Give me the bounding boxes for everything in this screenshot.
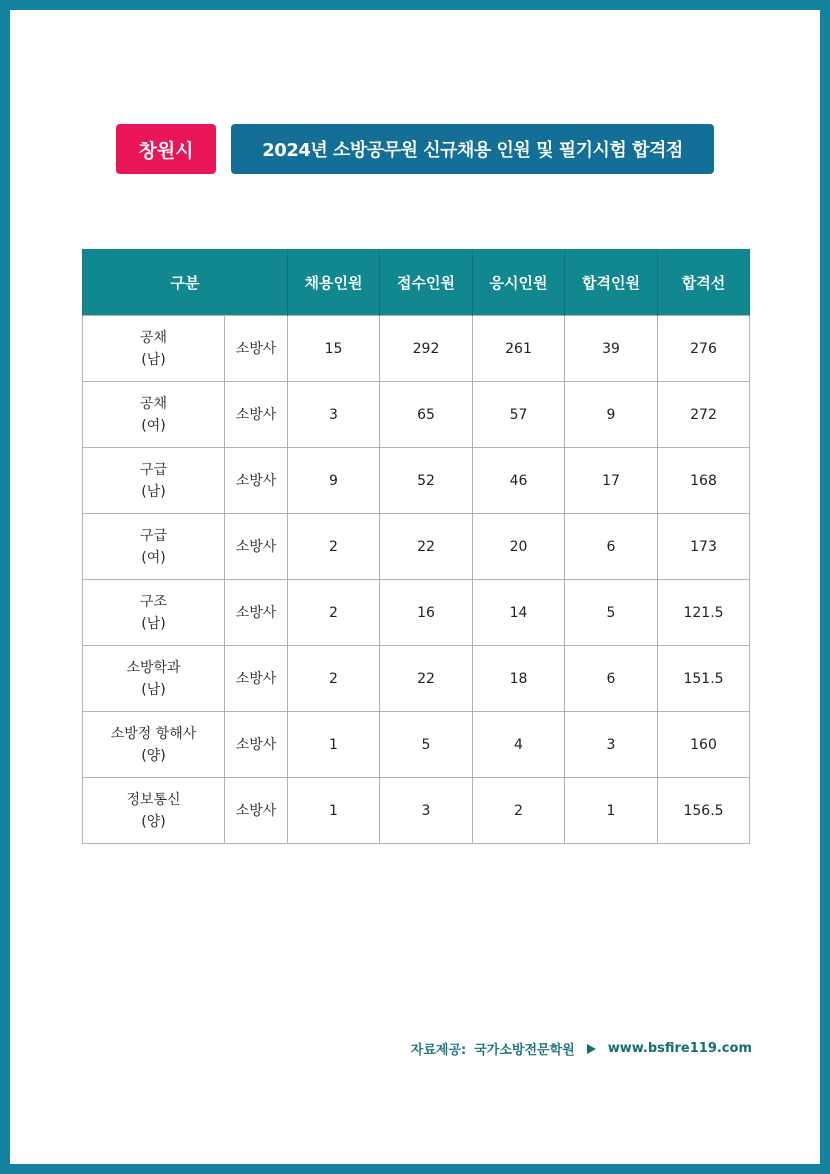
category-label: 공채: [139, 395, 168, 412]
table-row: [83, 712, 750, 778]
category-label: 소방정 항해사: [110, 725, 197, 742]
cutoff-score-cell: 272: [658, 382, 750, 448]
hire-count-cell: 2: [288, 646, 380, 712]
position-cell: 소방사: [225, 382, 288, 448]
cutoff-score-cell: 156.5: [658, 778, 750, 844]
header: [116, 124, 714, 174]
header-passed: 합격인원: [565, 249, 658, 316]
table-row: [83, 514, 750, 580]
category-group-label: (남): [141, 483, 166, 500]
category-group-label: (남): [141, 681, 166, 698]
position-cell: 소방사: [225, 580, 288, 646]
hire-count-cell: 3: [288, 382, 380, 448]
category-group-label: (남): [141, 351, 166, 368]
took-count-cell: 261: [473, 316, 565, 382]
category-group-label: (여): [141, 549, 166, 566]
passed-count-cell: 9: [565, 382, 658, 448]
passed-count-cell: 1: [565, 778, 658, 844]
position-cell: 소방사: [225, 514, 288, 580]
source-name: 국가소방전문학원: [474, 1043, 575, 1058]
took-count-cell: 20: [473, 514, 565, 580]
results-table: [82, 249, 750, 844]
applied-count-cell: 22: [380, 646, 473, 712]
table-row: [83, 580, 750, 646]
applied-count-cell: 52: [380, 448, 473, 514]
hire-count-cell: 1: [288, 778, 380, 844]
passed-count-cell: 17: [565, 448, 658, 514]
table-header-row: [83, 249, 750, 316]
table-row: [83, 448, 750, 514]
table-row: [83, 778, 750, 844]
source-url[interactable]: www.bsfire119.com: [607, 1041, 752, 1056]
took-count-cell: 57: [473, 382, 565, 448]
took-count-cell: 4: [473, 712, 565, 778]
applied-count-cell: 5: [380, 712, 473, 778]
took-count-cell: 14: [473, 580, 565, 646]
position-cell: 소방사: [225, 448, 288, 514]
hire-count-cell: 1: [288, 712, 380, 778]
cutoff-score-cell: 151.5: [658, 646, 750, 712]
category-label: 구조: [139, 593, 168, 610]
header-applied: 접수인원: [380, 249, 473, 316]
applied-count-cell: 3: [380, 778, 473, 844]
category-label: 구급: [139, 527, 168, 544]
category-label: 공채: [139, 329, 168, 346]
hire-count-cell: 2: [288, 580, 380, 646]
position-cell: 소방사: [225, 778, 288, 844]
applied-count-cell: 22: [380, 514, 473, 580]
region-badge: 창원시: [116, 124, 216, 174]
hire-count-cell: 15: [288, 316, 380, 382]
category-group-label: (양): [141, 747, 166, 764]
position-cell: 소방사: [225, 712, 288, 778]
table-body: [83, 316, 750, 844]
passed-count-cell: 5: [565, 580, 658, 646]
position-cell: 소방사: [225, 646, 288, 712]
cutoff-score-cell: 276: [658, 316, 750, 382]
cutoff-score-cell: 173: [658, 514, 750, 580]
category-cell: [83, 382, 225, 448]
position-cell: 소방사: [225, 316, 288, 382]
header-took: 응시인원: [473, 249, 565, 316]
hire-count-cell: 9: [288, 448, 380, 514]
applied-count-cell: 65: [380, 382, 473, 448]
category-cell: [83, 580, 225, 646]
passed-count-cell: 6: [565, 646, 658, 712]
category-label: 정보통신: [126, 791, 181, 808]
source-footer: [411, 1039, 752, 1058]
cutoff-score-cell: 168: [658, 448, 750, 514]
hire-count-cell: 2: [288, 514, 380, 580]
category-cell: [83, 514, 225, 580]
applied-count-cell: 292: [380, 316, 473, 382]
took-count-cell: 2: [473, 778, 565, 844]
header-hire: 채용인원: [288, 249, 380, 316]
passed-count-cell: 3: [565, 712, 658, 778]
category-cell: [83, 448, 225, 514]
play-arrow-icon: [587, 1044, 596, 1054]
header-cutoff: 합격선: [658, 249, 750, 316]
category-cell: [83, 778, 225, 844]
source-label: 자료제공:: [410, 1043, 467, 1058]
category-label: 소방학과: [126, 659, 181, 676]
category-group-label: (여): [141, 417, 166, 434]
category-cell: [83, 712, 225, 778]
cutoff-score-cell: 160: [658, 712, 750, 778]
category-cell: [83, 316, 225, 382]
category-label: 구급: [139, 461, 168, 478]
took-count-cell: 46: [473, 448, 565, 514]
applied-count-cell: 16: [380, 580, 473, 646]
page-title: 2024년 소방공무원 신규채용 인원 및 필기시험 합격점: [231, 124, 714, 174]
table-row: [83, 382, 750, 448]
passed-count-cell: 39: [565, 316, 658, 382]
cutoff-score-cell: 121.5: [658, 580, 750, 646]
table-row: [83, 316, 750, 382]
category-cell: [83, 646, 225, 712]
passed-count-cell: 6: [565, 514, 658, 580]
header-category: 구분: [83, 249, 288, 316]
category-group-label: (남): [141, 615, 166, 632]
took-count-cell: 18: [473, 646, 565, 712]
table-row: [83, 646, 750, 712]
category-group-label: (양): [141, 813, 166, 830]
